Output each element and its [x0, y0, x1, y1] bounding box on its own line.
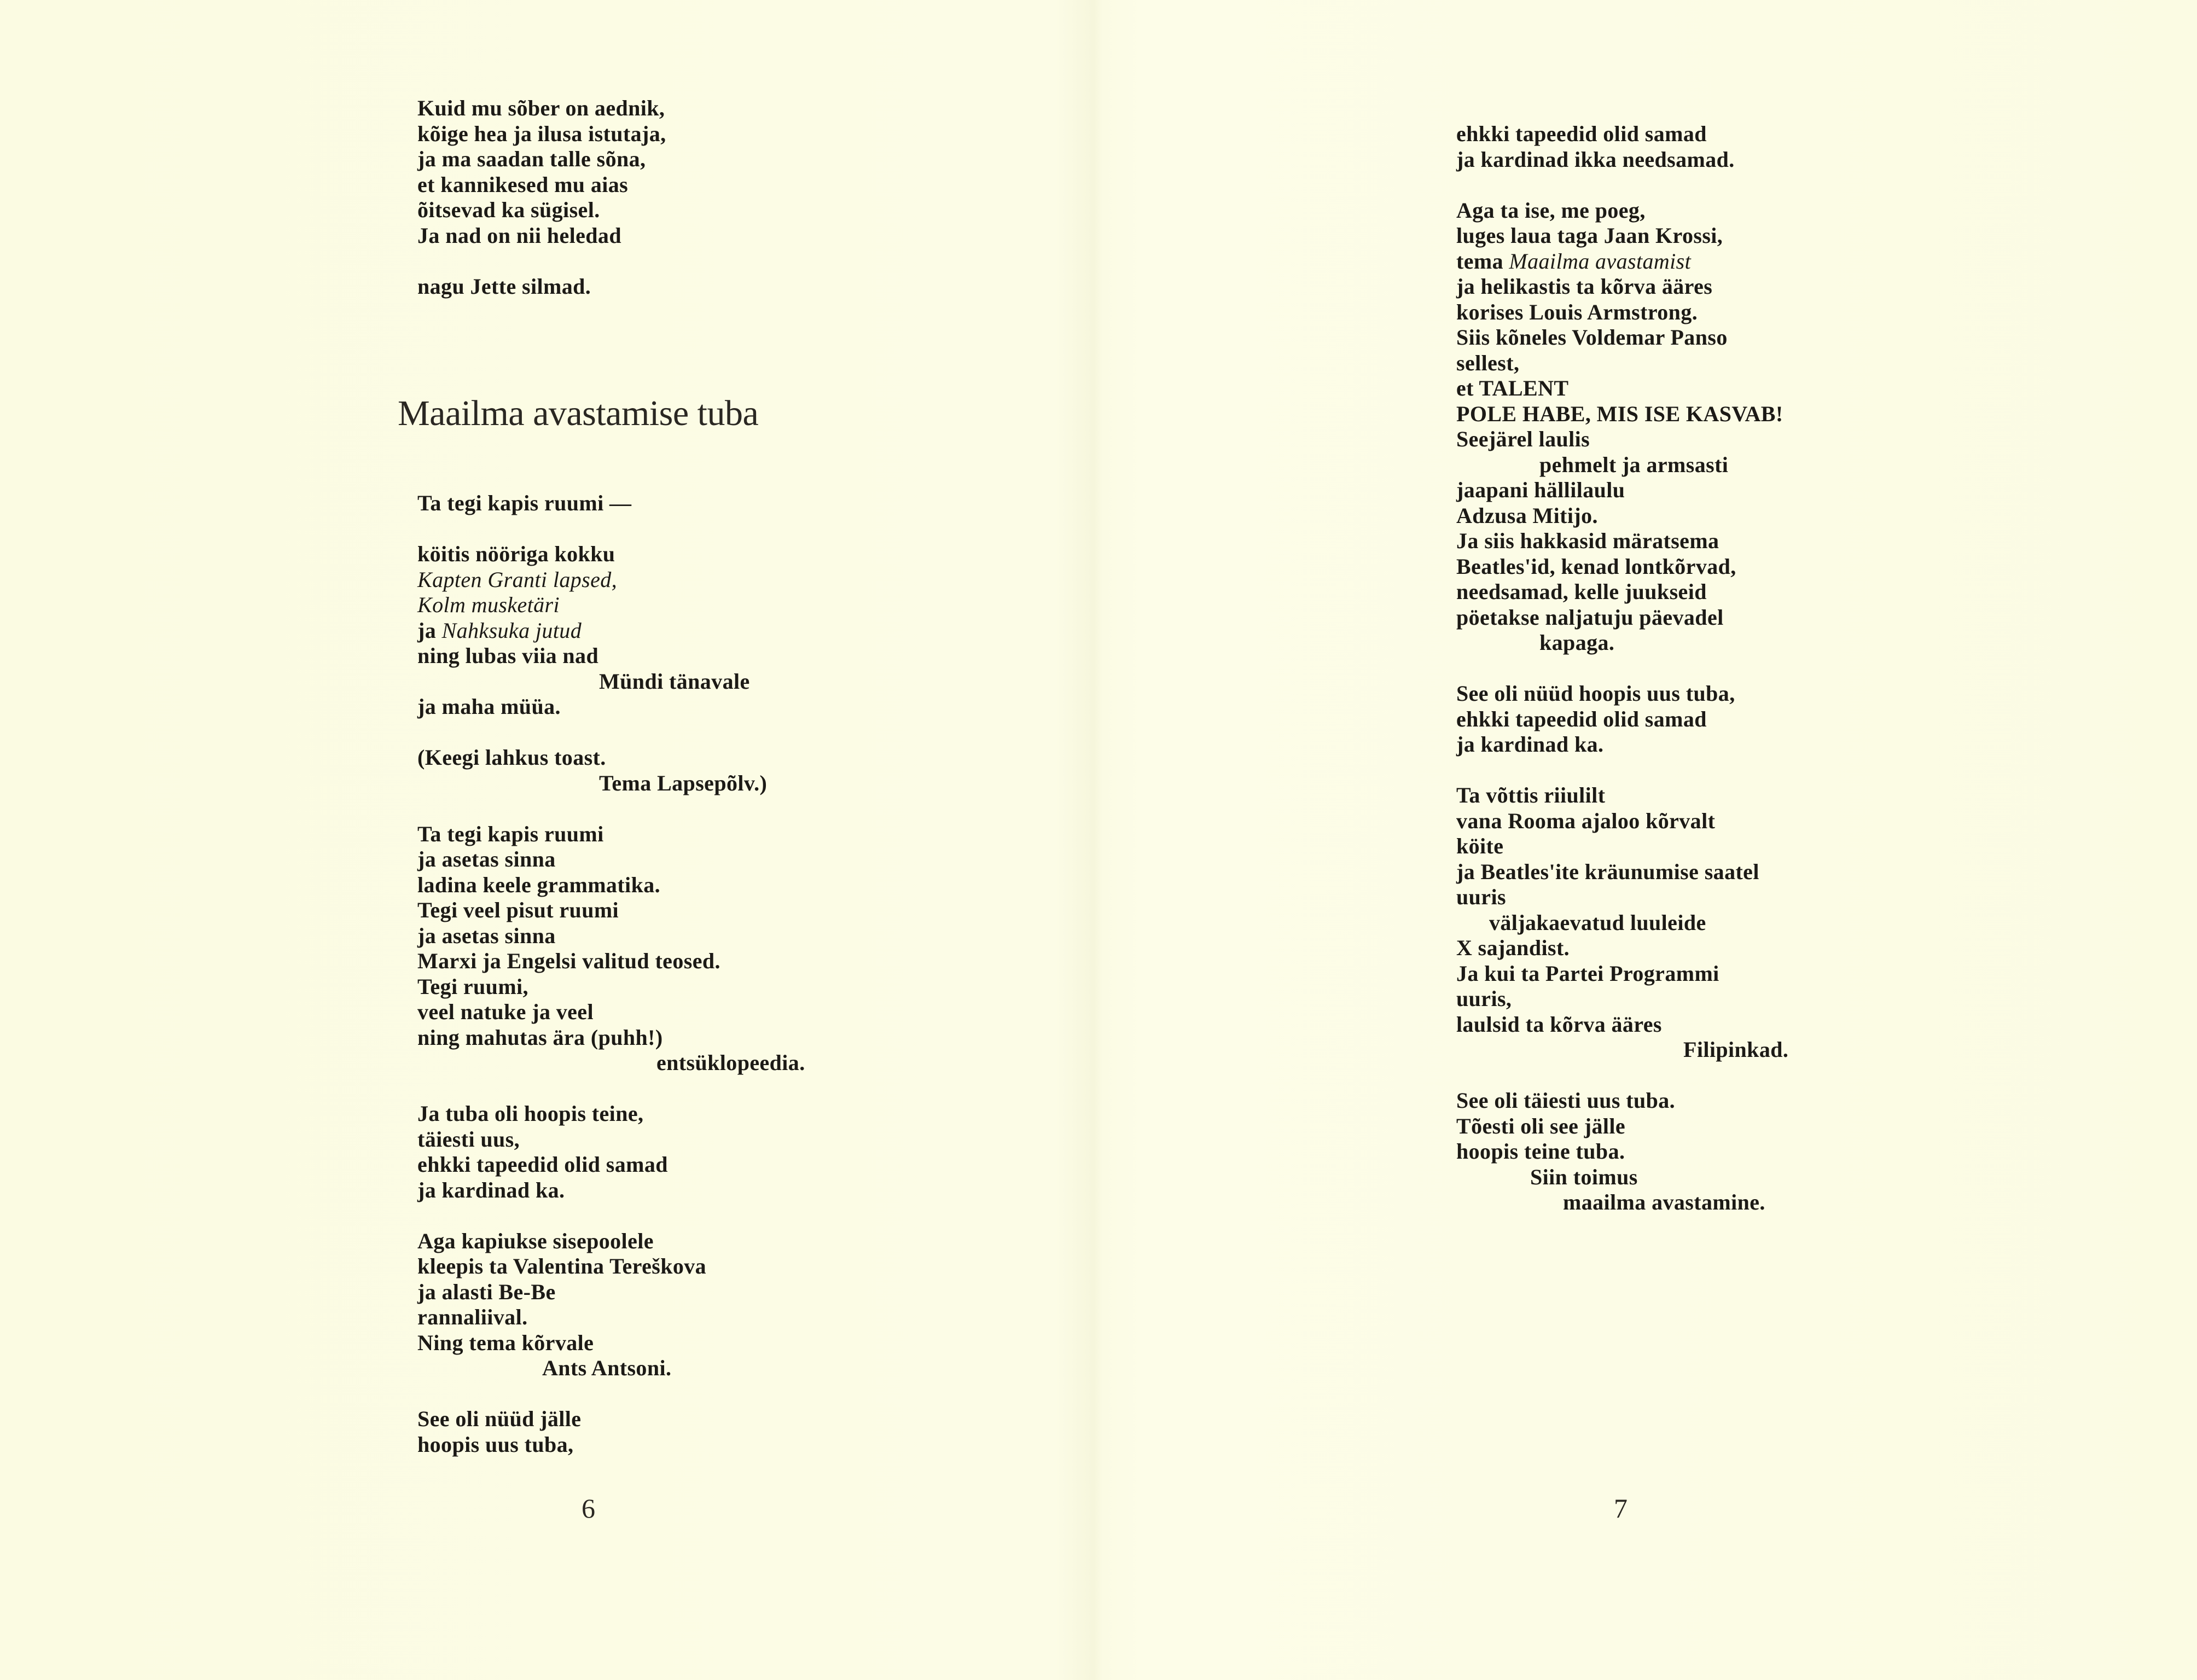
verse-line: kleepis ta Valentina Tereškova — [417, 1254, 707, 1278]
verse-line: Beatles'id, kenad lontkõrvad, — [1456, 554, 1736, 579]
verse-line: Ta võttis riiulilt — [1456, 783, 1606, 807]
verse-line: ja kardinad ka. — [1456, 732, 1604, 757]
verse-line — [417, 567, 805, 593]
verse-line: ja asetas sinna — [417, 847, 556, 871]
verse-line: ja asetas sinna — [417, 923, 556, 948]
verse-line: veel natuke ja veel — [417, 999, 594, 1024]
verse-line: köitis nööriga kokku — [417, 542, 615, 566]
stanza-break — [417, 516, 805, 542]
verse-line: hoopis uus tuba, — [417, 1432, 574, 1457]
verse-line: entsüklopeedia. — [656, 1050, 805, 1075]
verse-line: ning lubas viia nad — [417, 643, 599, 668]
verse-line: ehkki tapeedid olid samad — [417, 1152, 668, 1177]
stanza-intro — [417, 96, 666, 299]
verse-line: Aga kapiukse sisepoolele — [417, 1228, 654, 1253]
verse-line: (Keegi lahkus toast. — [417, 745, 606, 770]
verse-line — [417, 618, 805, 644]
stanza-break — [1456, 758, 1788, 783]
verse-line: laulsid ta kõrva ääres — [1456, 1012, 1662, 1037]
verse-line: Ja tuba oli hoopis teine, — [417, 1101, 644, 1126]
verse-line: ja kardinad ka. — [417, 1177, 565, 1202]
verse-line: See oli nüüd jälle — [417, 1406, 582, 1431]
verse-line: Kuid mu sõber on aednik, — [417, 96, 665, 120]
left-page — [0, 0, 1097, 1680]
verse-line: pehmelt ja armsasti — [1539, 452, 1729, 477]
stanza-break — [417, 1381, 805, 1407]
verse-line: korises Louis Armstrong. — [1456, 299, 1698, 324]
verse-line: ladina keele grammatika. — [417, 872, 661, 897]
verse-line: ja maha müüa. — [417, 694, 561, 719]
verse-line: õitsevad ka sügisel. — [417, 197, 600, 222]
book-title-italic: Kapten Granti lapsed, — [417, 567, 618, 592]
right-page — [1097, 0, 2197, 1680]
verse-line: väljakaevatud luuleide — [1489, 910, 1706, 935]
verse-line: jaapani hällilaulu — [1456, 478, 1625, 502]
verse-line: uuris, — [1456, 986, 1512, 1011]
verse-line: ja kardinad ikka needsamad. — [1456, 147, 1735, 172]
verse-line: kõige hea ja ilusa istutaja, — [417, 121, 666, 146]
verse-line: hoopis teine tuba. — [1456, 1139, 1625, 1164]
book-title-italic: Kolm musketäri — [417, 592, 560, 617]
verse-line: Ja siis hakkasid märatsema — [1456, 528, 1719, 553]
stanza-break — [1456, 656, 1788, 682]
verse-line: Ning tema kõrvale — [417, 1330, 594, 1355]
verse-line: sellest, — [1456, 350, 1520, 375]
verse-line: Siis kõneles Voldemar Panso — [1456, 325, 1728, 350]
verse-line: pöetakse naljatuju päevadel — [1456, 604, 1724, 630]
verse-line: rannaliival. — [417, 1305, 528, 1329]
verse-line: Tegi veel pisut ruumi — [417, 898, 619, 922]
verse-line: Aga ta ise, me poeg, — [1456, 197, 1646, 223]
page-number-right: 7 — [1614, 1493, 1628, 1524]
verse-line: nagu Jette silmad. — [417, 274, 591, 299]
verse-line: et kannikesed mu aias — [417, 172, 629, 197]
poem-body-right — [1456, 121, 1788, 1216]
verse-line: Marxi ja Engelsi valitud teosed. — [417, 949, 720, 973]
verse-line: ja alasti Be-Be — [417, 1279, 556, 1304]
verse-text: ja — [417, 618, 442, 643]
book-title-italic: Maailma avastamist — [1509, 248, 1692, 274]
verse-line: See oli nüüd hoopis uus tuba, — [1456, 681, 1735, 706]
verse-line: vana Rooma ajaloo kõrvalt — [1456, 808, 1716, 833]
verse-line: Adzusa Mitijo. — [1456, 503, 1598, 528]
stanza-break — [1456, 172, 1788, 198]
verse-line: Ja kui ta Partei Programmi — [1456, 961, 1719, 986]
verse-line: ja Beatles'ite kräunumise saatel — [1456, 859, 1759, 884]
verse-line: Mündi tänavale — [599, 668, 750, 694]
page-number-left: 6 — [582, 1493, 595, 1524]
verse-text: tema — [1456, 248, 1509, 274]
poem-body-left — [417, 491, 805, 1457]
stanza-break — [417, 1203, 805, 1229]
verse-line: ehkki tapeedid olid samad — [1456, 706, 1707, 731]
verse-line: köite — [1456, 834, 1504, 858]
verse-line: Tõesti oli see jälle — [1456, 1113, 1626, 1138]
book-title-italic: Nahksuka jutud — [441, 618, 582, 643]
verse-line: Filipinkad. — [1683, 1037, 1789, 1062]
stanza-break — [417, 248, 666, 274]
verse-line: Ta tegi kapis ruumi — [417, 821, 604, 846]
verse-line: X sajandist. — [1456, 935, 1570, 960]
verse-line: Tema Lapsepõlv.) — [599, 770, 768, 795]
verse-line: ja helikastis ta kõrva ääres — [1456, 274, 1713, 299]
verse-line — [1456, 249, 1788, 275]
verse-line — [417, 592, 805, 618]
verse-line: Ja nad on nii heledad — [417, 223, 621, 248]
verse-line: needsamad, kelle juukseid — [1456, 579, 1707, 604]
stanza-break — [417, 1076, 805, 1102]
verse-line: Tegi ruumi, — [417, 974, 528, 999]
verse-line: et TALENT — [1456, 376, 1569, 400]
verse-line: Ta tegi kapis ruumi — — [417, 491, 632, 515]
verse-line: luges laua taga Jaan Krossi, — [1456, 223, 1723, 248]
stanza-break — [1456, 1063, 1788, 1089]
verse-line: ehkki tapeedid olid samad — [1456, 121, 1707, 146]
verse-line: Seejärel laulis — [1456, 427, 1590, 451]
stanza-break — [417, 796, 805, 822]
verse-line: kapaga. — [1539, 630, 1615, 655]
verse-line: täiesti uus, — [417, 1126, 520, 1152]
verse-line: uuris — [1456, 885, 1506, 909]
verse-line: Siin toimus — [1530, 1164, 1638, 1189]
verse-line: POLE HABE, MIS ISE KASVAB! — [1456, 401, 1783, 426]
verse-line: See oli täiesti uus tuba. — [1456, 1088, 1676, 1113]
verse-line: ja ma saadan talle sõna, — [417, 147, 646, 171]
verse-line: ning mahutas ära (puhh!) — [417, 1025, 663, 1050]
stanza-break — [417, 720, 805, 746]
poem-title: Maailma avastamise tuba — [398, 393, 759, 433]
verse-line: Ants Antsoni. — [542, 1356, 672, 1380]
verse-line: maailma avastamine. — [1563, 1190, 1765, 1214]
